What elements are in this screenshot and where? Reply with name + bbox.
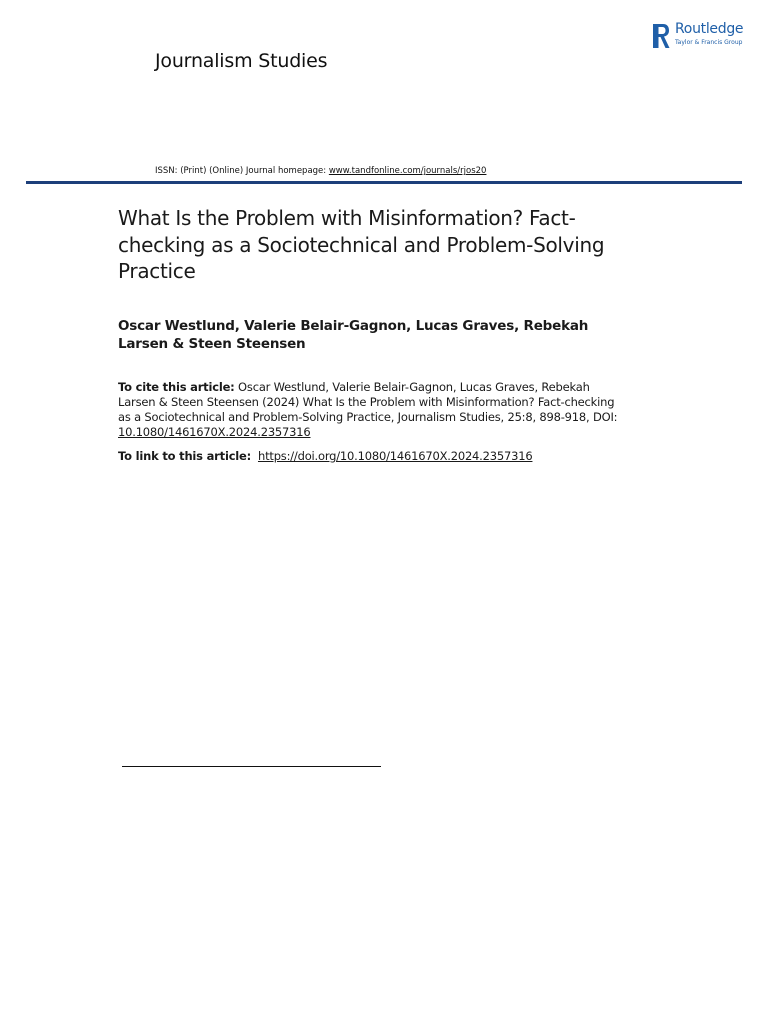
publisher-name: Routledge: [675, 21, 744, 37]
journal-title: Journalism Studies: [155, 50, 328, 72]
article-link-block: [118, 449, 638, 464]
cite-doi-link[interactable]: 10.1080/1461670X.2024.2357316: [118, 425, 311, 439]
issn-line: [155, 166, 486, 176]
publisher-logo[interactable]: [653, 20, 753, 52]
header-rule: [26, 181, 742, 184]
routledge-logo-icon: [653, 22, 671, 50]
issn-text: ISSN: (Print) (Online) Journal homepage:: [155, 166, 329, 176]
cite-text: Oscar Westlund, Valerie Belair-Gagnon, Lucas Graves, Rebekah Larsen & Steen Steensen (2024) What Is the Problem with Misinformation? Fact-checking as a Sociotechnical and Problem-Solving Practice, Journalism Studies, 25:8, 898-918, DOI:: [118, 380, 618, 424]
cite-label: To cite this article:: [118, 380, 235, 394]
citation-block: [118, 380, 628, 440]
article-authors: Oscar Westlund, Valerie Belair-Gagnon, Lucas Graves, Rebekah Larsen & Steen Steensen: [118, 318, 589, 352]
publisher-subtitle: Taylor & Francis Group: [675, 39, 743, 46]
link-label: To link to this article:: [118, 449, 252, 463]
article-title: What Is the Problem with Misinformation? Fact-checking as a Sociotechnical and Problem-Solving Practice: [118, 206, 605, 283]
footnote-rule: [122, 766, 381, 767]
article-doi-link[interactable]: https://doi.org/10.1080/1461670X.2024.2357316: [257, 449, 533, 463]
journal-homepage-link[interactable]: www.tandfonline.com/journals/rjos20: [328, 166, 487, 176]
